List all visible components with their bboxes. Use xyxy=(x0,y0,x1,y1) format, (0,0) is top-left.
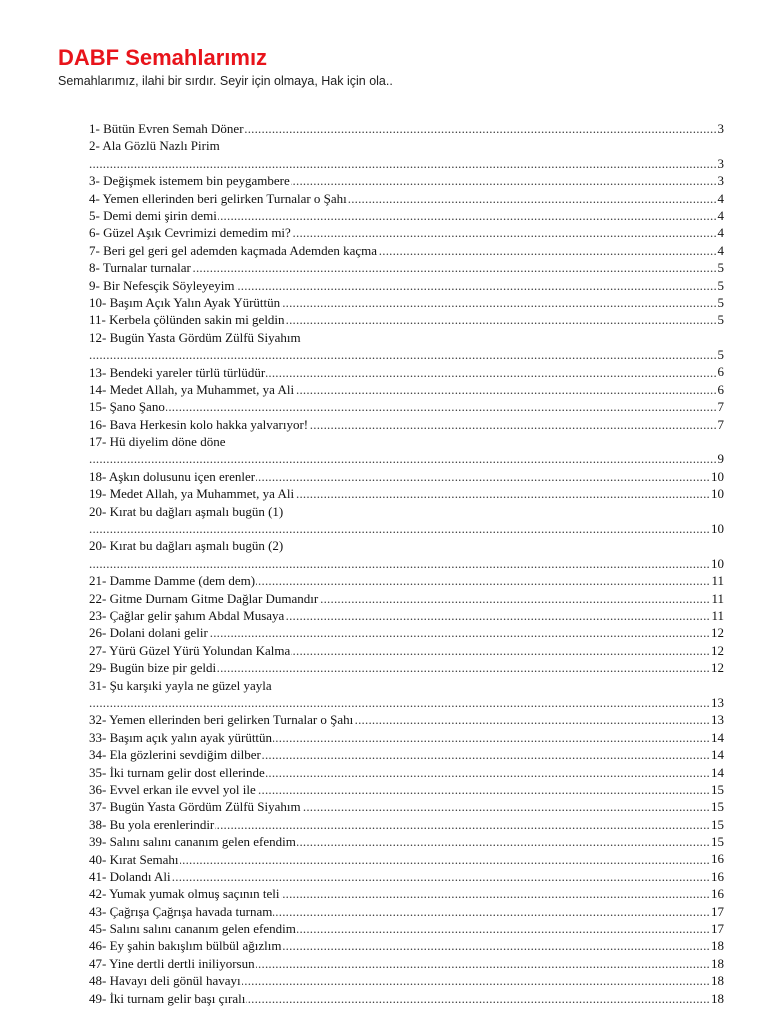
toc-entry-page-number: 15 xyxy=(711,799,724,815)
toc-entry-page-number: 6 xyxy=(717,364,724,380)
toc-entry-title: 34- Ela gözlerini sevdiğim dilber xyxy=(89,747,261,763)
toc-entry-title: 7- Beri gel geri gel ademden kaçmada Ademden kaçma xyxy=(89,242,378,258)
toc-entry[interactable] xyxy=(89,294,724,311)
toc-entry-page-number: 10 xyxy=(711,486,724,502)
toc-entry-page-number: 5 xyxy=(717,260,724,276)
dot-leader xyxy=(89,398,724,415)
toc-entry[interactable] xyxy=(89,416,724,433)
toc-entry-page-number: 4 xyxy=(717,190,724,206)
toc-entry-title: 21- Damme Damme (dem dem) xyxy=(89,573,256,589)
dot-leader xyxy=(89,868,724,885)
page-subtitle: Semahlarımız, ilahi bir sırdır. Seyir için olmaya, Hak için ola.. xyxy=(58,74,393,88)
toc-entry[interactable] xyxy=(89,537,724,572)
toc-entry-title: 14- Medet Allah, ya Muhammet, ya Ali xyxy=(89,381,295,397)
toc-entry-page-number: 10 xyxy=(711,521,724,537)
toc-entry-page-number: 14 xyxy=(711,764,724,780)
toc-entry-page-number: 4 xyxy=(717,242,724,258)
toc-entry[interactable] xyxy=(89,955,724,972)
dot-leader xyxy=(89,555,724,572)
toc-entry[interactable] xyxy=(89,711,724,728)
toc-entry[interactable] xyxy=(89,781,724,798)
toc-entry[interactable] xyxy=(89,137,724,172)
toc-entry-title: 47- Yine dertli dertli iniliyorsun xyxy=(89,955,255,971)
toc-entry[interactable] xyxy=(89,207,724,224)
dot-leader xyxy=(89,520,724,537)
toc-entry-title: 15- Şano Şano xyxy=(89,399,165,415)
toc-entry-page-number: 11 xyxy=(711,573,724,589)
toc-entry-title: 18- Aşkın dolusunu içen erenler xyxy=(89,468,256,484)
toc-entry-page-number: 3 xyxy=(717,155,724,171)
toc-entry-title: 27- Yürü Güzel Yürü Yolundan Kalma xyxy=(89,642,291,658)
toc-entry-title: 26- Dolani dolani gelir xyxy=(89,625,208,641)
toc-entry[interactable] xyxy=(89,398,724,415)
toc-entry[interactable] xyxy=(89,311,724,328)
toc-entry[interactable] xyxy=(89,277,724,294)
toc-entry-title: 38- Bu yola erenlerindir xyxy=(89,816,215,832)
toc-entry-page-number: 17 xyxy=(711,921,724,937)
toc-entry-page-number: 6 xyxy=(717,381,724,397)
toc-entry-page-number: 10 xyxy=(711,555,724,571)
toc-entry-title: 42- Yumak yumak olmuş saçının teli xyxy=(89,886,280,902)
toc-entry[interactable] xyxy=(89,572,724,589)
toc-entry-page-number: 5 xyxy=(717,347,724,363)
toc-entry[interactable] xyxy=(89,885,724,902)
toc-entry[interactable] xyxy=(89,659,724,676)
toc-entry[interactable] xyxy=(89,381,724,398)
toc-entry-page-number: 18 xyxy=(711,990,724,1006)
toc-entry-title: 37- Bugün Yasta Gördüm Zülfü Siyahım xyxy=(89,799,301,815)
toc-entry-page-number: 12 xyxy=(711,625,724,641)
toc-entry[interactable] xyxy=(89,746,724,763)
toc-entry-title: 23- Çağlar gelir şahım Abdal Musaya xyxy=(89,608,285,624)
toc-entry-page-number: 4 xyxy=(717,207,724,223)
toc-entry-page-number: 15 xyxy=(711,781,724,797)
toc-entry-page-number: 11 xyxy=(711,608,724,623)
toc-entry-title: 45- Salını salını cananım gelen efendim xyxy=(89,921,296,937)
toc-entry-title: 41- Dolandı Ali xyxy=(89,868,171,884)
toc-entry-page-number: 11 xyxy=(711,590,724,606)
toc-entry[interactable] xyxy=(89,764,724,781)
toc-entry-title: 46- Ey şahin bakışlım bülbül ağızlım xyxy=(89,938,282,954)
page-title: DABF Semahlarımız xyxy=(58,45,268,70)
toc-entry-title: 48- Havayı deli gönül havayı xyxy=(89,973,241,989)
toc-entry-title: 29- Bugün bize pir geldi xyxy=(89,660,217,676)
toc-entry-title: 11- Kerbela çölünden sakin mi geldin xyxy=(89,312,285,328)
toc-entry-page-number: 5 xyxy=(717,294,724,310)
toc-entry[interactable] xyxy=(89,190,724,207)
toc-entry-page-number: 14 xyxy=(711,747,724,763)
toc-entry-page-number: 4 xyxy=(717,225,724,241)
toc-entry-title: 10- Başım Açık Yalın Ayak Yürüttün xyxy=(89,294,281,310)
toc-entry[interactable] xyxy=(89,642,724,659)
dot-leader xyxy=(89,851,724,868)
toc-entry[interactable] xyxy=(89,224,724,241)
toc-entry[interactable] xyxy=(89,590,724,607)
toc-entry-title: 43- Çağrışa Çağrışa havada turnam xyxy=(89,903,273,919)
toc-entry-title: 40- Kırat Semahı xyxy=(89,851,179,867)
toc-entry[interactable] xyxy=(89,468,724,485)
toc-entry[interactable] xyxy=(89,624,724,641)
toc-entry[interactable] xyxy=(89,329,724,364)
toc-entry[interactable] xyxy=(89,259,724,276)
toc-entry-page-number: 5 xyxy=(717,277,724,293)
toc-entry[interactable] xyxy=(89,364,724,381)
toc-entry-page-number: 7 xyxy=(717,399,724,415)
toc-entry[interactable] xyxy=(89,729,724,746)
toc-entry[interactable] xyxy=(89,868,724,885)
toc-entry-page-number: 18 xyxy=(711,938,724,954)
toc-entry-title: 5- Demi demi şirin demi xyxy=(89,207,217,223)
toc-entry-page-number: 15 xyxy=(711,816,724,832)
dot-leader xyxy=(89,450,724,467)
toc-entry[interactable] xyxy=(89,851,724,868)
toc-entry[interactable] xyxy=(89,920,724,937)
toc-entry-title: 31- Şu karşıki yayla ne güzel yayla xyxy=(89,677,272,693)
toc-entry-title: 12- Bugün Yasta Gördüm Zülfü Siyahım xyxy=(89,329,301,345)
toc-entry[interactable] xyxy=(89,120,724,137)
toc-entry-title: 20- Kırat bu dağları aşmalı bugün (2) xyxy=(89,538,284,554)
toc-entry-page-number: 16 xyxy=(711,851,724,867)
toc-entry-title: 16- Bava Herkesin kolo hakka yalvarıyor! xyxy=(89,416,309,432)
toc-entry-page-number: 13 xyxy=(711,694,724,710)
toc-entry[interactable] xyxy=(89,903,724,920)
toc-entry-title: 32- Yemen ellerinden beri gelirken Turnalar o Şahı xyxy=(89,712,354,728)
toc-entry[interactable] xyxy=(89,433,724,468)
toc-entry-page-number: 18 xyxy=(711,973,724,989)
dot-leader xyxy=(89,694,724,711)
toc-entry-title: 35- İki turnam gelir dost ellerinde xyxy=(89,764,265,780)
toc-entry-title: 6- Güzel Aşık Cevrimizi demedim mi? xyxy=(89,225,291,241)
toc-entry-page-number: 5 xyxy=(717,312,724,328)
toc-entry[interactable] xyxy=(89,990,724,1007)
toc-entry[interactable] xyxy=(89,485,724,502)
toc-entry-page-number: 12 xyxy=(711,642,724,658)
toc-entry-title: 33- Başım açık yalın ayak yürüttün xyxy=(89,729,273,745)
toc-entry-page-number: 17 xyxy=(711,903,724,919)
toc-entry-title: 3- Değişmek istemem bin peygambere xyxy=(89,173,290,189)
toc-entry[interactable] xyxy=(89,677,724,712)
toc-entry-title: 22- Gitme Durnam Gitme Dağlar Dumandır xyxy=(89,590,319,606)
toc-entry-title: 39- Salını salını cananım gelen efendim xyxy=(89,834,296,850)
toc-entry-page-number: 15 xyxy=(711,834,724,850)
toc-entry-page-number: 7 xyxy=(717,416,724,432)
toc-entry-page-number: 14 xyxy=(711,729,724,745)
toc-entry[interactable] xyxy=(89,607,724,624)
toc-entry[interactable] xyxy=(89,833,724,850)
toc-entry-title: 20- Kırat bu dağları aşmalı bugün (1) xyxy=(89,503,284,519)
toc-entry-title: 36- Evvel erkan ile evvel yol ile xyxy=(89,781,256,797)
toc-entry-page-number: 12 xyxy=(711,660,724,676)
toc-entry-title: 9- Bir Nefesçik Söyleyeyim xyxy=(89,277,235,293)
toc-entry[interactable] xyxy=(89,172,724,189)
toc-entry-page-number: 13 xyxy=(711,712,724,728)
toc-entry-title: 49- İki turnam gelir başı çıralı xyxy=(89,990,246,1006)
toc-entry-page-number: 18 xyxy=(711,955,724,971)
table-of-contents xyxy=(89,120,724,1007)
toc-entry[interactable] xyxy=(89,937,724,954)
dot-leader xyxy=(89,346,724,363)
toc-entry-title: 13- Bendeki yareler türlü türlüdür xyxy=(89,364,266,380)
toc-entry-title: 1- Bütün Evren Semah Döner xyxy=(89,121,244,136)
toc-entry[interactable] xyxy=(89,816,724,833)
toc-entry-page-number: 16 xyxy=(711,868,724,884)
toc-entry[interactable] xyxy=(89,503,724,538)
document-header xyxy=(58,44,738,89)
toc-entry-page-number: 3 xyxy=(717,173,724,189)
toc-entry[interactable] xyxy=(89,798,724,815)
toc-entry-title: 4- Yemen ellerinden beri gelirken Turnalar o Şahı xyxy=(89,190,347,206)
toc-entry[interactable] xyxy=(89,242,724,259)
toc-entry-title: 8- Turnalar turnalar xyxy=(89,260,191,276)
toc-entry-page-number: 9 xyxy=(717,451,724,467)
toc-entry-page-number: 3 xyxy=(717,120,724,136)
dot-leader xyxy=(89,155,724,172)
toc-entry-page-number: 16 xyxy=(711,886,724,902)
toc-entry-title: 2- Ala Gözlü Nazlı Pirim xyxy=(89,138,220,154)
toc-entry[interactable] xyxy=(89,972,724,989)
toc-entry-title: 17- Hü diyelim döne döne xyxy=(89,434,226,450)
toc-entry-title: 19- Medet Allah, ya Muhammet, ya Ali xyxy=(89,486,295,502)
toc-entry-page-number: 10 xyxy=(711,468,724,484)
